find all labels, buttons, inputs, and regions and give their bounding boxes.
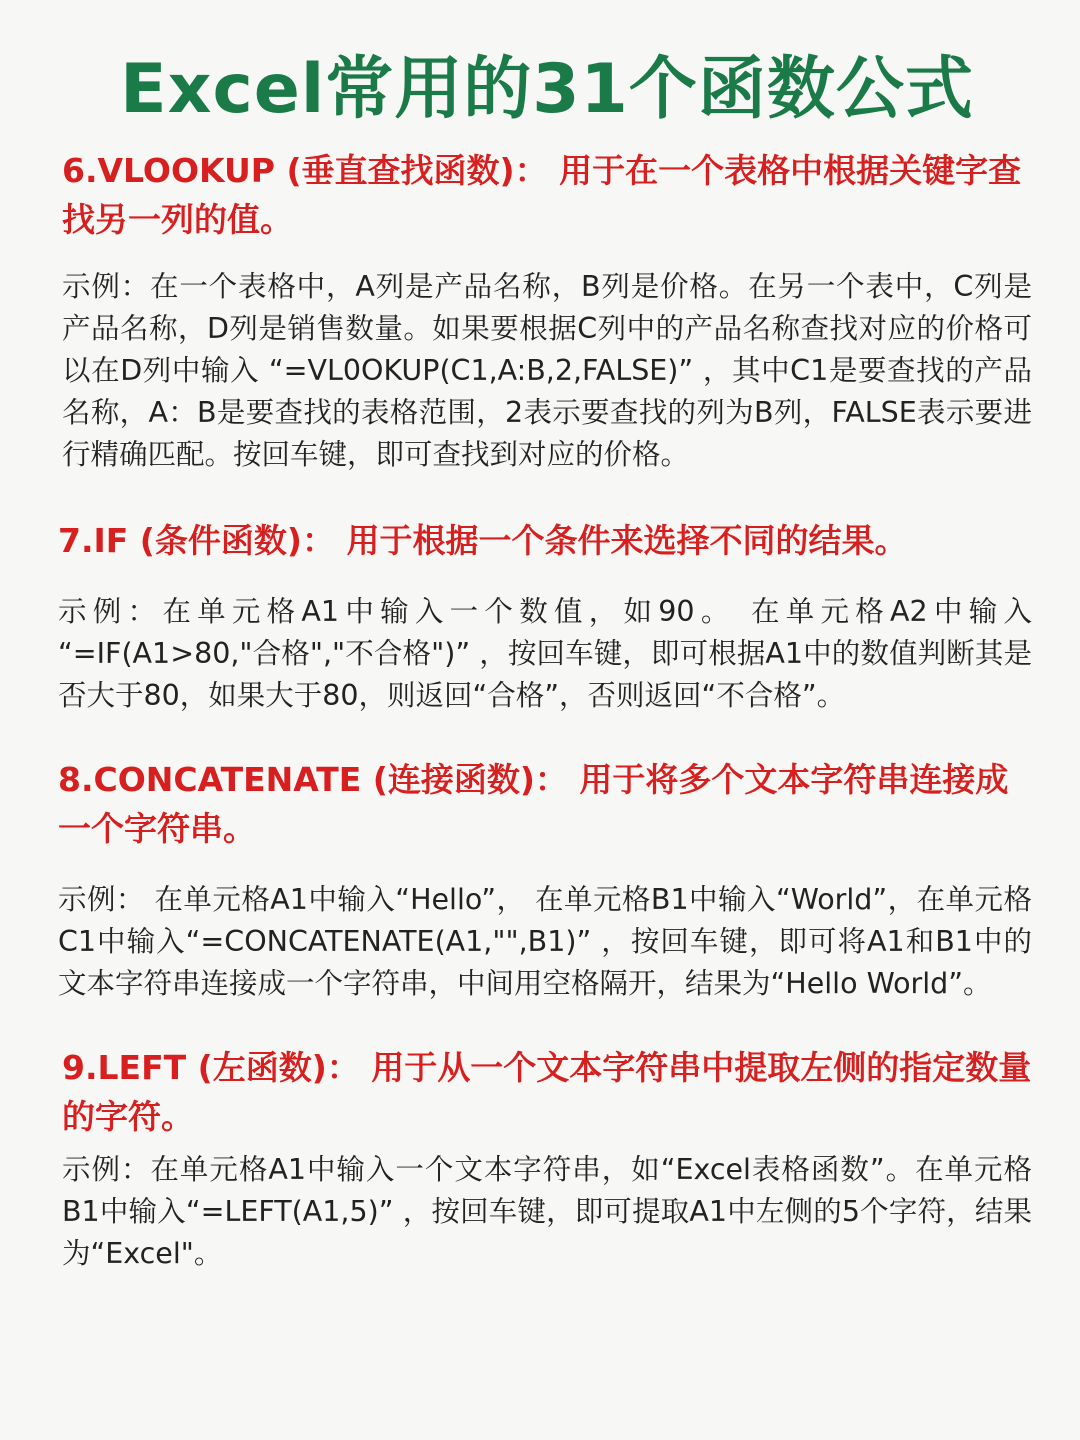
section-vlookup	[62, 146, 1032, 476]
section-example: 示例：在一个表格中，A列是产品名称，B列是价格。在另一个表中，C列是产品名称，D列是销售数量。如果要根据C列中的产品名称查找对应的价格可以在D列中输入 “=VL0OKUP(C1,A:B,2,FALSE)” ，其中C1是要查找的产品名称，A：B是要查找的表格范围，2表示要查找的列为B列，FALSE表示要进行精确匹配。按回车键，即可查找到对应的价格。	[62, 270, 1032, 471]
section-example: 示例：在单元格A1中输入一个数值，如90。 在单元格A2中输入 “=IF(A1>80,"合格","不合格")” ，按回车键，即可根据A1中的数值判断其是否大于80，如果大于80，则返回“合格”，否则返回“不合格”。	[58, 595, 1032, 712]
section-if	[58, 516, 1032, 717]
section-heading: 6.VLOOKUP (垂直查找函数)： 用于在一个表格中根据关键字查找另一列的值。	[62, 151, 1022, 239]
section-heading: 7.IF (条件函数)： 用于根据一个条件来选择不同的结果。	[58, 521, 908, 560]
section-left	[62, 1043, 1032, 1275]
section-heading: 8.CONCATENATE (连接函数)： 用于将多个文本字符串连接成一个字符串。	[58, 760, 1009, 848]
section-example: 示例： 在单元格A1中输入“Hello”， 在单元格B1中输入“World”，在单元格C1中输入“=CONCATENATE(A1,"",B1)” ，按回车键，即可将A1和B1中的文本字符串连接成一个字符串，中间用空格隔开，结果为“Hello World”。	[58, 883, 1032, 1000]
page-title: Excel常用的31个函数公式	[120, 50, 974, 129]
section-concatenate	[58, 755, 1032, 1005]
section-heading: 9.LEFT (左函数)： 用于从一个文本字符串中提取左侧的指定数量的字符。	[62, 1048, 1032, 1136]
section-example: 示例：在单元格A1中输入一个文本字符串，如“Excel表格函数”。在单元格B1中输入“=LEFT(A1,5)” ，按回车键，即可提取A1中左侧的5个字符，结果为“Excel"。	[62, 1153, 1032, 1270]
